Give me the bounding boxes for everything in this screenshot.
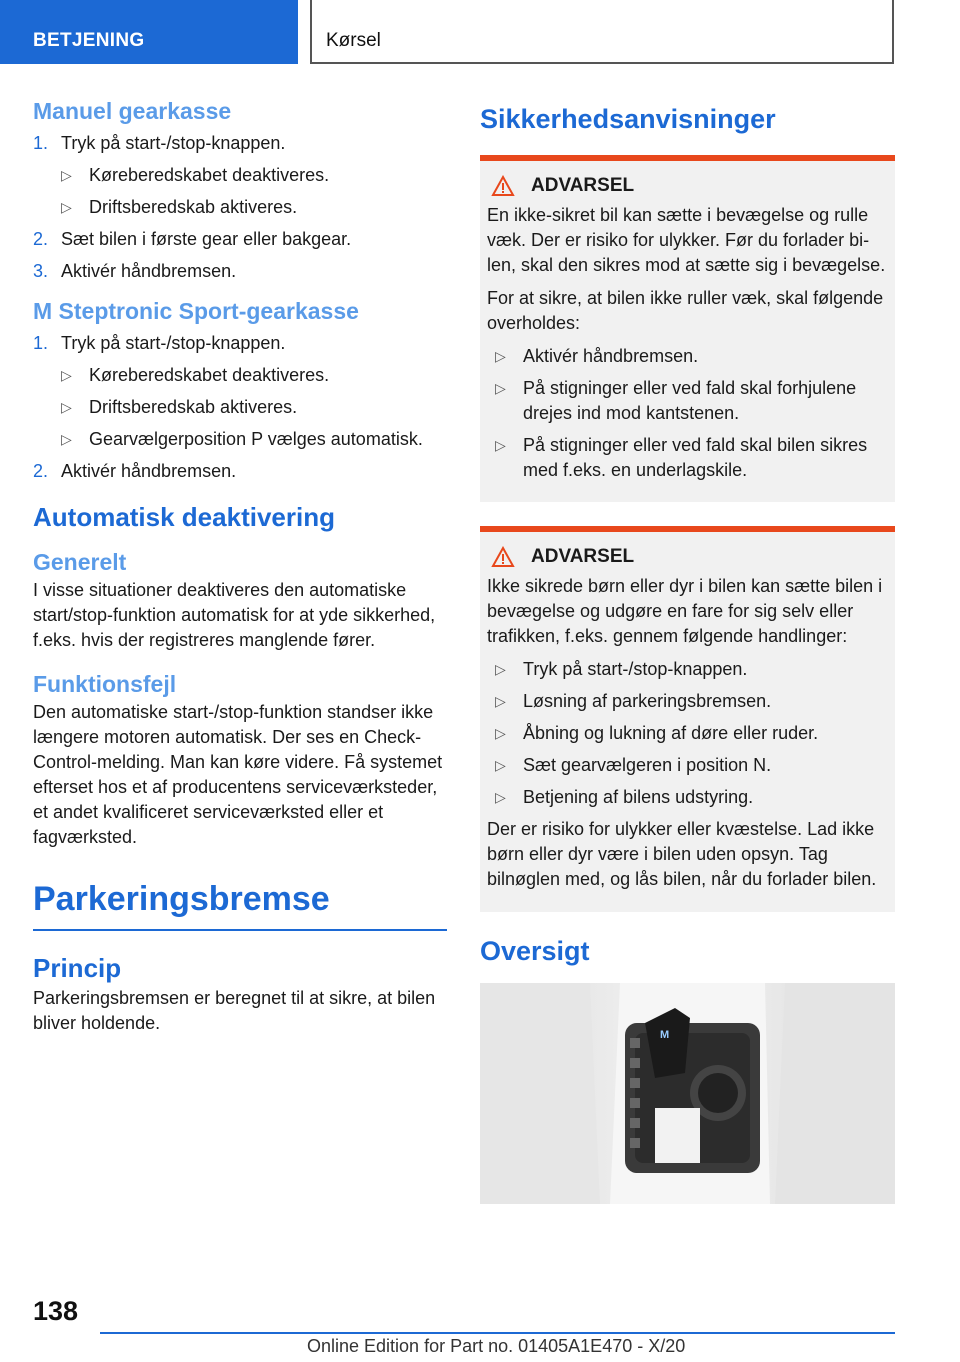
steptronic-steps xyxy=(33,331,447,484)
triangle-right-icon: ▷ xyxy=(61,199,72,215)
fault-text: Den automatiske start-/stop-funktion standser ikke længere motoren automatisk. Der ses en Check-Control-melding. Man kan køre videre. Få systemet efterset hos et af producentens serviceværksteder, et andet kvalificeret serviceværksted eller et fagværksted. xyxy=(33,702,443,847)
chapter-tab xyxy=(310,0,894,64)
warning-triangle-icon xyxy=(487,175,531,197)
svg-text:M: M xyxy=(660,1029,670,1041)
bullet-item: ▷ Sæt gearvælgeren i position N. xyxy=(487,753,888,778)
manual-gearbox-heading: Manuel gearkasse xyxy=(33,98,232,124)
left-column xyxy=(33,98,447,1048)
warning-text: Ikke sikrede børn eller dyr i bilen kan sætte bilen i bevægelse og udgøre en fare for sig selv eller trafikken, f.eks. gennem følgende handlinger: xyxy=(487,576,883,646)
parking-brake-heading: Parkeringsbremse xyxy=(33,880,330,918)
footer-rule xyxy=(100,1332,895,1334)
heading-rule xyxy=(33,929,447,931)
triangle-right-icon: ▷ xyxy=(495,757,506,773)
fault-heading: Funktionsfejl xyxy=(33,671,177,697)
bullet-item: ▷ Køreberedskabet deaktiveres. xyxy=(33,363,447,388)
triangle-right-icon: ▷ xyxy=(495,348,506,364)
list-item: 1. Tryk på start-/stop-knappen. xyxy=(33,133,286,153)
warning-label: ADVARSEL xyxy=(531,546,635,567)
triangle-right-icon: ▷ xyxy=(495,661,506,677)
warning-triangle-icon xyxy=(487,546,531,568)
bullet-item: ▷ Åbning og lukning af døre eller ruder. xyxy=(487,721,888,746)
chapter-label: Kørsel xyxy=(326,30,381,51)
triangle-right-icon: ▷ xyxy=(61,431,72,447)
warning-box xyxy=(480,526,895,912)
triangle-right-icon: ▷ xyxy=(495,725,506,741)
bullet-item: ▷ Løsning af parkeringsbremsen. xyxy=(487,689,888,714)
warning-label: ADVARSEL xyxy=(531,175,635,196)
bullet-item: ▷ Driftsberedskab aktiveres. xyxy=(33,195,447,220)
triangle-right-icon: ▷ xyxy=(495,789,506,805)
list-item: 2. Sæt bilen i første gear eller bakgear. xyxy=(33,229,352,249)
list-item: 2. Aktivér håndbremsen. xyxy=(33,461,237,481)
manual-steps xyxy=(33,131,447,284)
steptronic-heading: M Steptronic Sport-gearkasse xyxy=(33,298,359,324)
triangle-right-icon: ▷ xyxy=(495,437,506,453)
bullet-item: ▷ På stigninger eller ved fald skal forhjulene drejes ind mod kantstenen. xyxy=(487,376,888,426)
triangle-right-icon: ▷ xyxy=(495,380,506,396)
triangle-right-icon: ▷ xyxy=(61,399,72,415)
triangle-right-icon: ▷ xyxy=(61,167,72,183)
general-heading: Generelt xyxy=(33,549,127,575)
section-tab xyxy=(0,0,298,64)
bullet-item: ▷ På stigninger eller ved fald skal bilen sikres med f.eks. en underlagskile. xyxy=(487,433,888,483)
center-console-image xyxy=(480,983,895,1204)
bullet-item: ▷ Aktivér håndbremsen. xyxy=(487,344,888,369)
principle-text: Parkeringsbremsen er beregnet til at sikre, at bilen bliver holdende. xyxy=(33,988,436,1033)
warning-text: En ikke-sikret bil kan sætte i bevægelse og rulle væk. Der er risiko for ulykker. Før du forlader bilen, skal den sikres mod at sætte sig i bevægelse. xyxy=(487,205,886,275)
bullet-item: ▷ Køreberedskabet deaktiveres. xyxy=(33,163,447,188)
list-item: 1. Tryk på start-/stop-knappen. xyxy=(33,333,286,353)
auto-deactivation-heading: Automatisk deaktivering xyxy=(33,502,335,532)
triangle-right-icon: ▷ xyxy=(61,367,72,383)
page-number: 138 xyxy=(33,1296,79,1326)
principle-heading: Princip xyxy=(33,953,122,983)
section-label: BETJENING xyxy=(33,30,145,51)
bullet-item: ▷ Gearvælgerposition P vælges automatisk. xyxy=(33,427,447,452)
bullet-item: ▷ Betjening af bilens udstyring. xyxy=(487,785,888,810)
list-item: 3. Aktivér håndbremsen. xyxy=(33,261,237,281)
overview-heading: Oversigt xyxy=(480,936,590,966)
bullet-item: ▷ Tryk på start-/stop-knappen. xyxy=(487,657,888,682)
safety-heading: Sikkerhedsanvisninger xyxy=(480,104,776,134)
bullet-item: ▷ Driftsberedskab aktiveres. xyxy=(33,395,447,420)
edition-text: Online Edition for Part no. 01405A1E470 - X/20 xyxy=(307,1336,686,1356)
right-column xyxy=(480,98,895,1204)
warning-box xyxy=(480,155,895,502)
general-text: I visse situationer deaktiveres den automatiske start/stop-funktion automatisk for at yde sikkerhed, f.eks. hvis der registreres manglende fører. xyxy=(33,580,436,650)
triangle-right-icon: ▷ xyxy=(495,693,506,709)
warning-text: Der er risiko for ulykker eller kvæstelse. Lad ikke børn eller dyr være i bilen uden opsyn. Tag bilnøglen med, og lås bilen, når du forlader bilen. xyxy=(487,819,877,889)
warning-text: For at sikre, at bilen ikke ruller væk, skal følgende overholdes: xyxy=(487,288,884,333)
